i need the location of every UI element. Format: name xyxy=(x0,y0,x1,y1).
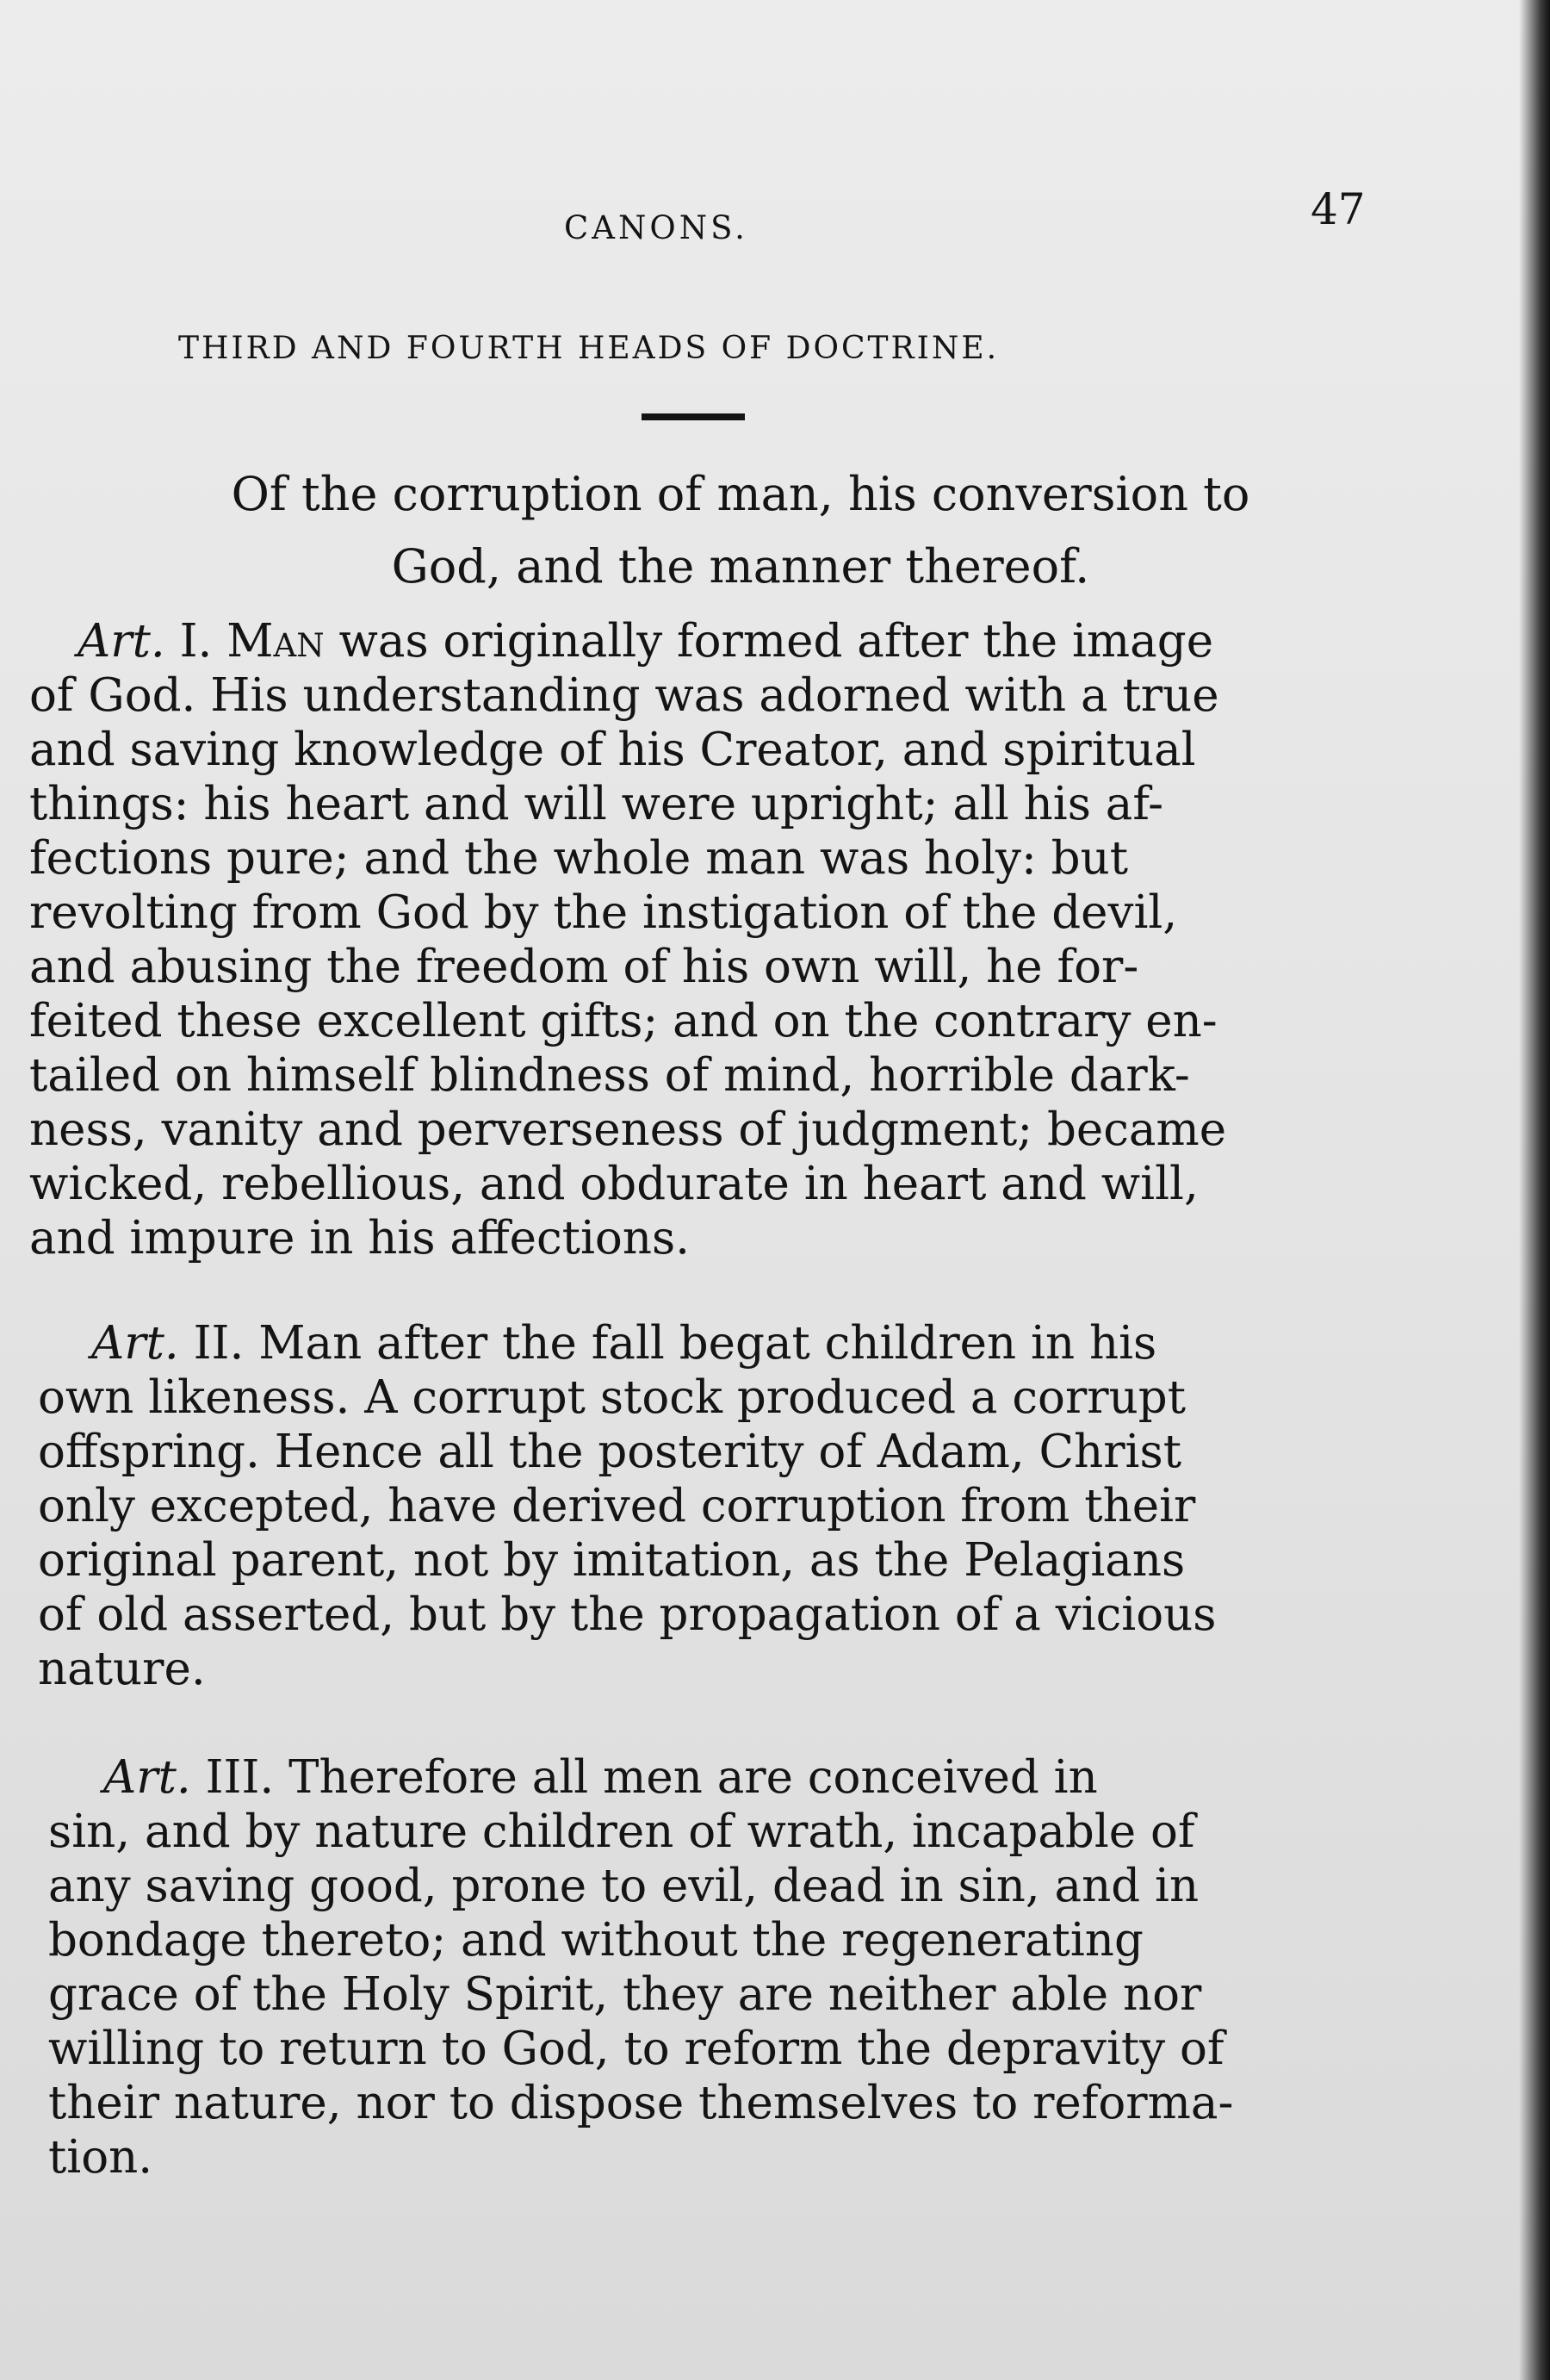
article-line: tion. xyxy=(48,2131,153,2184)
article-number: II. xyxy=(193,1317,245,1370)
subtitle-line: Of the corruption of man, his conversion to xyxy=(231,467,1250,521)
article-line: wicked, rebellious, and obdurate in heart and will, xyxy=(29,1158,1199,1210)
article-line: bondage thereto; and without the regenerating xyxy=(48,1914,1144,1967)
article-number: III. xyxy=(205,1751,275,1804)
heading-rule xyxy=(642,413,745,420)
lead-word: Man xyxy=(226,615,325,668)
article-line: ness, vanity and perverseness of judgment; became xyxy=(29,1103,1227,1156)
article-line: grace of the Holy Spirit, they are neither able nor xyxy=(48,1968,1202,2021)
article-1 xyxy=(29,614,1424,1265)
article-line: sin, and by nature children of wrath, incapable of xyxy=(48,1805,1195,1858)
article-label: Art. xyxy=(103,1751,191,1804)
article-line: and abusing the freedom of his own will, he for- xyxy=(29,941,1139,993)
article-line: Art. III. Therefore all men are conceived in xyxy=(103,1751,1098,1804)
article-line: own likeness. A corrupt stock produced a corrupt xyxy=(38,1371,1186,1424)
article-line: things: his heart and will were upright; all his af- xyxy=(29,778,1164,830)
article-line: of God. His understanding was adorned with a true xyxy=(29,669,1219,722)
article-line: tailed on himself blindness of mind, horrible dark- xyxy=(29,1049,1190,1102)
section-subtitle xyxy=(52,458,1429,603)
article-line: and impure in his affections. xyxy=(29,1212,691,1265)
article-line: any saving good, prone to evil, dead in sin, and in xyxy=(48,1860,1200,1912)
subtitle-line: God, and the manner thereof. xyxy=(391,539,1090,593)
article-3 xyxy=(48,1750,1443,2184)
article-line: fections pure; and the whole man was holy: but xyxy=(29,832,1129,885)
article-line: and saving knowledge of his Creator, and spiritual xyxy=(29,724,1196,776)
page-edge-shadow xyxy=(1519,0,1550,2380)
article-line: feited these excellent gifts; and on the contrary en- xyxy=(29,995,1218,1047)
article-line: willing to return to God, to reform the depravity of xyxy=(48,2023,1224,2075)
article-2 xyxy=(38,1316,1433,1696)
article-line: Art. II. Man after the fall begat children in his xyxy=(91,1317,1157,1370)
article-line: of old asserted, but by the propagation of a vicious xyxy=(38,1588,1217,1641)
section-heading: THIRD AND FOURTH HEADS OF DOCTRINE. xyxy=(178,331,1000,366)
running-head: CANONS. xyxy=(564,209,748,246)
article-label: Art. xyxy=(91,1317,179,1370)
article-line: nature. xyxy=(38,1643,206,1695)
article-line: their nature, nor to dispose themselves to reforma- xyxy=(48,2077,1234,2129)
article-line: Art. I. Man was originally formed after the image xyxy=(78,615,1214,668)
article-line: offspring. Hence all the posterity of Adam, Christ xyxy=(38,1426,1182,1478)
article-line: revolting from God by the instigation of the devil, xyxy=(29,886,1178,939)
page-number: 47 xyxy=(1311,184,1366,234)
article-line: original parent, not by imitation, as the Pelagians xyxy=(38,1534,1186,1587)
article-number: I. xyxy=(179,615,213,668)
article-line: only excepted, have derived corruption from their xyxy=(38,1480,1196,1532)
article-label: Art. xyxy=(78,615,165,668)
